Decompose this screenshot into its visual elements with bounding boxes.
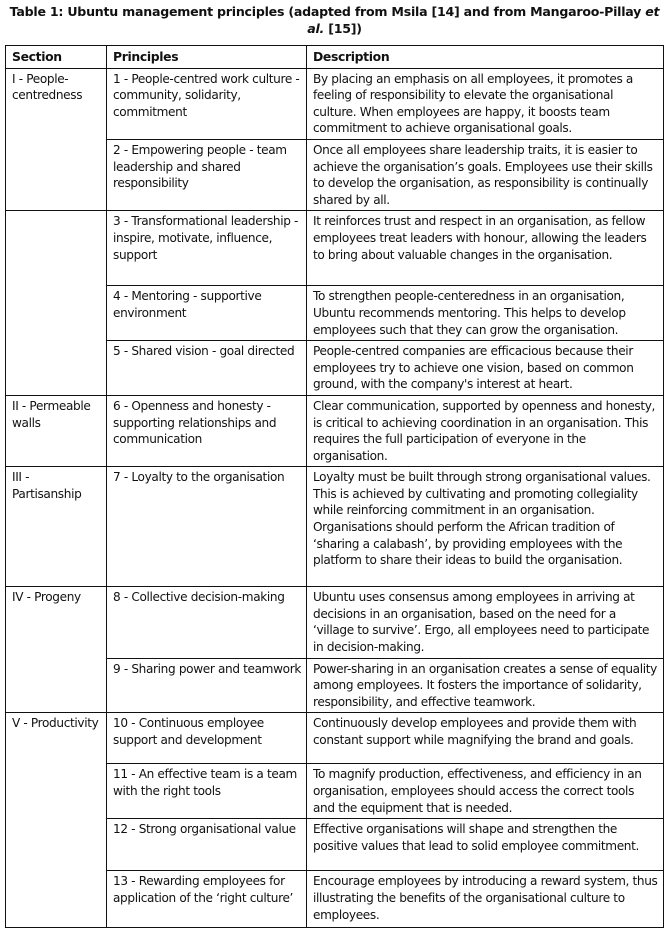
principle-cell: 9 - Sharing power and teamwork — [107, 658, 307, 713]
description-cell: Loyalty must be built through strong organisational values. This is achieved by cultivating and promoting collegiality while reinforcing commitment in an organisation. Organisations should perform the African tradition of ‘sharing a calabash’, by providing employees with the platform to share their ideas to build the organisation. — [307, 467, 664, 587]
table-row — [6, 587, 664, 658]
caption-italic: et al. — [307, 4, 660, 36]
principle-cell: 3 - Transformational leadership - inspire, motivate, influence, support — [107, 211, 307, 286]
section-cell — [6, 819, 107, 871]
table-row — [6, 395, 664, 466]
table-row — [6, 139, 664, 210]
table-header-row — [6, 46, 664, 69]
principle-cell: 12 - Strong organisational value — [107, 819, 307, 871]
table-row — [6, 286, 664, 341]
section-cell: III - Partisanship — [6, 467, 107, 587]
principle-cell: 6 - Openness and honesty - supporting relationships and communication — [107, 395, 307, 466]
principle-cell: 2 - Empowering people - team leadership and shared responsibility — [107, 139, 307, 210]
table-caption — [0, 3, 669, 37]
table-row — [6, 467, 664, 587]
header-section: Section — [6, 46, 107, 69]
table-row — [6, 871, 664, 928]
principle-cell: 7 - Loyalty to the organisation — [107, 467, 307, 587]
header-principles: Principles — [107, 46, 307, 69]
section-cell — [6, 871, 107, 928]
description-cell: To strengthen people-centeredness in an organisation, Ubuntu recommends mentoring. This helps to develop employees such that they can grow the organisation. — [307, 286, 664, 341]
principle-cell: 1 - People-centred work culture - community, solidarity, commitment — [107, 68, 307, 139]
caption-suffix: [15]) — [324, 21, 362, 36]
section-cell — [6, 658, 107, 713]
description-cell: To magnify production, effectiveness, and efficiency in an organisation, employees should access the correct tools and the equipment that is needed. — [307, 764, 664, 819]
section-cell — [6, 286, 107, 341]
section-cell: IV - Progeny — [6, 587, 107, 658]
description-cell: Clear communication, supported by openness and honesty, is critical to achieving coordination in an organisation. This requires the full participation of everyone in the organisation. — [307, 395, 664, 466]
table-row — [6, 658, 664, 713]
description-cell: Once all employees share leadership traits, it is easier to achieve the organisation’s goals. Employees use their skills to develop the organisation, as responsibility is continually shared by all. — [307, 139, 664, 210]
description-cell: Effective organisations will shape and strengthen the positive values that lead to solid employee commitment. — [307, 819, 664, 871]
section-cell — [6, 211, 107, 286]
description-cell: Ubuntu uses consensus among employees in arriving at decisions in an organisation, based on the need for a ‘village to survive’. Ergo, all employees need to participate in decision-making. — [307, 587, 664, 658]
section-cell: I - People-centredness — [6, 68, 107, 139]
table-row — [6, 764, 664, 819]
description-cell: People-centred companies are efficacious because their employees try to achieve one vision, based on common ground, with the company's interest at heart. — [307, 341, 664, 396]
description-cell: Continuously develop employees and provide them with constant support while magnifying the brand and goals. — [307, 713, 664, 764]
principles-table — [5, 45, 664, 928]
header-description: Description — [307, 46, 664, 69]
description-cell: Power-sharing in an organisation creates a sense of equality among employees. It fosters the importance of solidarity, responsibility, and effective teamwork. — [307, 658, 664, 713]
principle-cell: 4 - Mentoring - supportive environment — [107, 286, 307, 341]
principle-cell: 13 - Rewarding employees for application of the ‘right culture’ — [107, 871, 307, 928]
principle-cell: 10 - Continuous employee support and development — [107, 713, 307, 764]
section-cell: II - Permeable walls — [6, 395, 107, 466]
table-row — [6, 819, 664, 871]
section-cell — [6, 764, 107, 819]
table-row — [6, 713, 664, 764]
section-cell: V - Productivity — [6, 713, 107, 764]
caption-prefix: Table 1: Ubuntu management principles (adapted from Msila [14] and from Mangaroo-Pillay — [9, 4, 646, 19]
section-cell — [6, 341, 107, 396]
principle-cell: 5 - Shared vision - goal directed — [107, 341, 307, 396]
principle-cell: 8 - Collective decision-making — [107, 587, 307, 658]
description-cell: By placing an emphasis on all employees, it promotes a feeling of responsibility to elevate the organisational culture. When employees are happy, it boosts team commitment to achieve organisational goals. — [307, 68, 664, 139]
table-row — [6, 68, 664, 139]
table-row — [6, 341, 664, 396]
section-cell — [6, 139, 107, 210]
principle-cell: 11 - An effective team is a team with the right tools — [107, 764, 307, 819]
table-row — [6, 211, 664, 286]
description-cell: It reinforces trust and respect in an organisation, as fellow employees treat leaders with honour, allowing the leaders to bring about valuable changes in the organisation. — [307, 211, 664, 286]
description-cell: Encourage employees by introducing a reward system, thus illustrating the benefits of the organisational culture to employees. — [307, 871, 664, 928]
